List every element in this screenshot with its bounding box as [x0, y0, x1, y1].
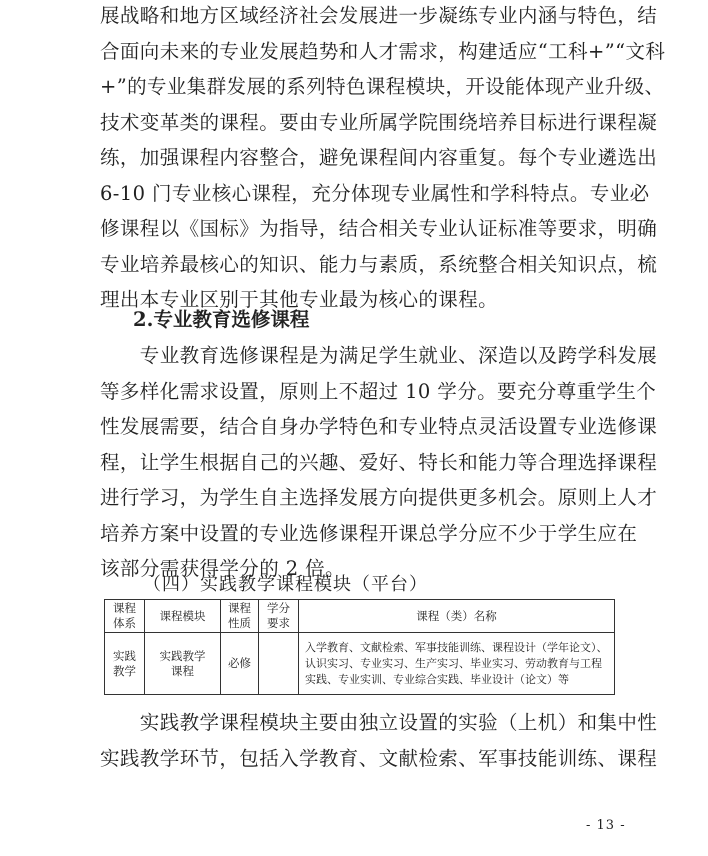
text-line: 合面向未来的专业发展趋势和人才需求，构建适应“工科+”“文科: [100, 39, 666, 63]
text-line: 技术变革类的课程。要由专业所属学院围绕培养目标进行课程凝: [100, 110, 658, 134]
practice-course-table: [104, 599, 615, 695]
header-cell: 课程 体系: [105, 600, 145, 633]
table-row: [105, 633, 615, 695]
text-line: 专业培养最核心的知识、能力与素质，系统整合相关知识点，梳: [100, 252, 658, 276]
text-line: 程，让学生根据自己的兴趣、爱好、特长和能力等合理选择课程: [100, 450, 658, 474]
table-cell: 实践 教学: [105, 633, 145, 695]
table-header-row: [105, 600, 615, 633]
text-line: 实践教学课程模块主要由独立设置的实验（上机）和集中性: [100, 711, 658, 734]
header-cell: 学分 要求: [259, 600, 299, 633]
paragraph-elective-courses: [100, 338, 658, 587]
text-line: 进行学习，为学生自主选择发展方向提供更多机会。原则上人才: [100, 486, 658, 509]
text-line: 练，加强课程内容整合，避免课程间内容重复。每个专业遴选出: [100, 146, 658, 169]
table-cell: 入学教育、文献检索、军事技能训练、课程设计（学年论文）、认识实习、专业实习、生产实习、毕业实习、劳动教育与工程实践、专业实训、专业综合实践、毕业设计（论文）等: [299, 633, 615, 695]
table-cell: 必修: [221, 633, 259, 695]
page-number: - 13 -: [586, 818, 626, 833]
text-line: 性发展需要，结合自身办学特色和专业特点灵活设置专业选修课: [100, 415, 658, 438]
table-cell: 实践教学 课程: [145, 633, 221, 695]
table-cell: [259, 633, 299, 695]
text-line: 等多样化需求设置，原则上不超过 10 学分。要充分尊重学生个: [100, 379, 657, 403]
section-heading: 2.专业教育选修课程: [133, 308, 310, 331]
text-line: 培养方案中设置的专业选修课程开课总学分应不少于学生应在: [100, 521, 638, 545]
text-line: 修课程以《国标》为指导，结合相关专业认证标准等要求，明确: [100, 217, 658, 240]
text-line: +”的专业集群发展的系列特色课程模块，开设能体现产业升级、: [100, 75, 665, 98]
header-cell: 课程模块: [145, 600, 221, 633]
table-title: （四）实践教学课程模块（平台）: [143, 574, 428, 595]
text-line: 6-10 门专业核心课程，充分体现专业属性和学科特点。专业必: [100, 181, 650, 205]
text-line: 理出本专业区别于其他专业最为核心的课程。: [100, 288, 499, 311]
text-line: 展战略和地方区域经济社会发展进一步凝练专业内涵与特色，结: [100, 4, 658, 27]
header-cell: 课程 性质: [221, 600, 259, 633]
paragraph-core-courses: [100, 0, 666, 318]
text-line: 该部分需获得学分的 2 倍。: [100, 557, 345, 580]
paragraph-practice-module: [100, 705, 658, 776]
text-line: 实践教学环节，包括入学教育、文献检索、军事技能训练、课程: [100, 746, 658, 770]
text-line: 专业教育选修课程是为满足学生就业、深造以及跨学科发展: [100, 344, 658, 367]
header-cell: 课程（类）名称: [299, 600, 615, 633]
